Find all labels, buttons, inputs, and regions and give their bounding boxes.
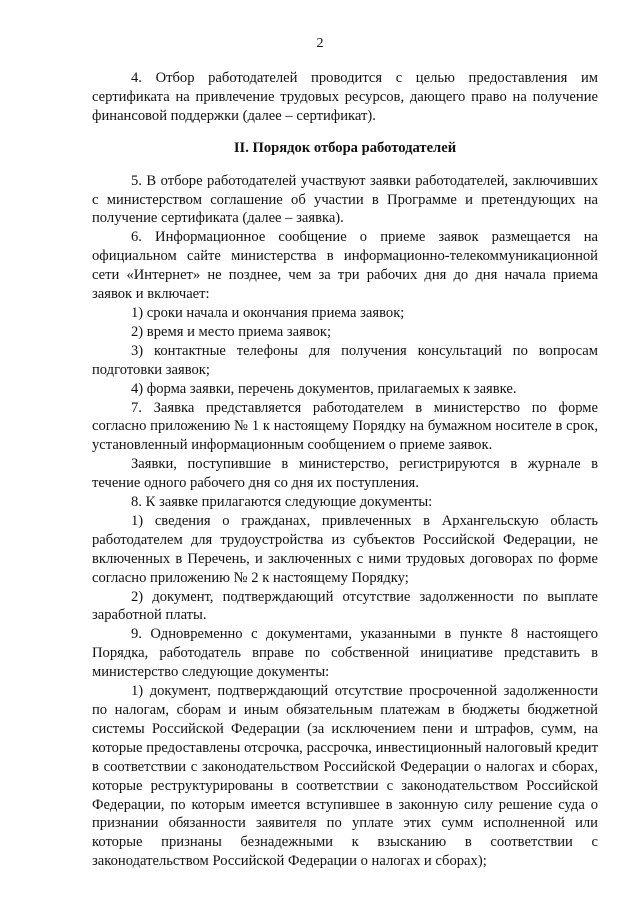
list-item-6-2: 2) время и место приема заявок;: [131, 323, 332, 340]
page-number: 2: [316, 36, 324, 51]
paragraph-7: 7. Заявка представляется работодателем в министерство по форме согласно приложению № 1 к настоящему Порядку на бумажном носителе в срок, установленный информационным сообщением о приеме заявок.: [92, 399, 598, 454]
paragraph-7-registration: Заявки, поступившие в министерство, регистрируются в журнале в течение одного рабочего дня со дня их поступления.: [92, 456, 598, 492]
paragraph-4: 4. Отбор работодателей проводится с целью предоставления им сертификата на привлечение трудовых ресурсов, дающего право на получение финансовой поддержки (далее – сертификат).: [92, 70, 598, 124]
paragraph-6: 6. Информационное сообщение о приеме заявок размещается на официальном сайте министерства в информационно-телекоммуникационной сети «Интернет» не позднее, чем за три рабочих дня до дня начала приема заявок и включает:: [92, 229, 598, 303]
list-item-6-1: 1) сроки начала и окончания приема заявок;: [131, 304, 405, 321]
list-item-9-1: 1) документ, подтверждающий отсутствие просроченной задолженности по налогам, сборам и иным обязательным платежам в бюджеты бюджетной системы Российской Федерации (за исключением пени и штрафов, сумм, на которые предоставлены отсрочка, рассрочка, инвестиционный налоговый кредит в соответствии с законодательством Российской Федерации о налогах и сборах, которые реструктурированы в соответствии с законодательством Российской Федерации, по которым имеется вступившее в законную силу решение суда о признании обязанности заявителя по уплате этих сумм исполненной или которые признаны безнадежными к взысканию в соответствии с законодательством Российской Федерации о налогах и сборах);: [92, 683, 598, 870]
list-item-6-3: 3) контактные телефоны для получения консультаций по вопросам подготовки заявок;: [92, 342, 598, 378]
section-title: II. Порядок отбора работодателей: [233, 139, 457, 156]
paragraph-9: 9. Одновременно с документами, указанными в пункте 8 настоящего Порядка, работодатель вправе по собственной инициативе представить в министерство следующие документы:: [92, 626, 598, 681]
paragraph-8: 8. К заявке прилагаются следующие документы:: [131, 494, 433, 511]
paragraph-5: 5. В отборе работодателей участвуют заявки работодателей, заключивших с министерством соглашение об участии в Программе и претендующих на получение сертификата (далее – заявка).: [92, 172, 598, 227]
list-item-8-2: 2) документ, подтверждающий отсутствие задолженности по выплате заработной платы.: [92, 588, 598, 624]
document-body: [92, 69, 598, 871]
list-item-6-4: 4) форма заявки, перечень документов, прилагаемых к заявке.: [131, 380, 517, 397]
list-item-8-1: 1) сведения о гражданах, привлеченных в Архангельскую область работодателем для трудоустройства из субъектов Российской Федерации, не включенных в Перечень, и заключенных с ними трудовых договорах по форме согласно приложению № 2 к настоящему Порядку;: [92, 512, 598, 586]
